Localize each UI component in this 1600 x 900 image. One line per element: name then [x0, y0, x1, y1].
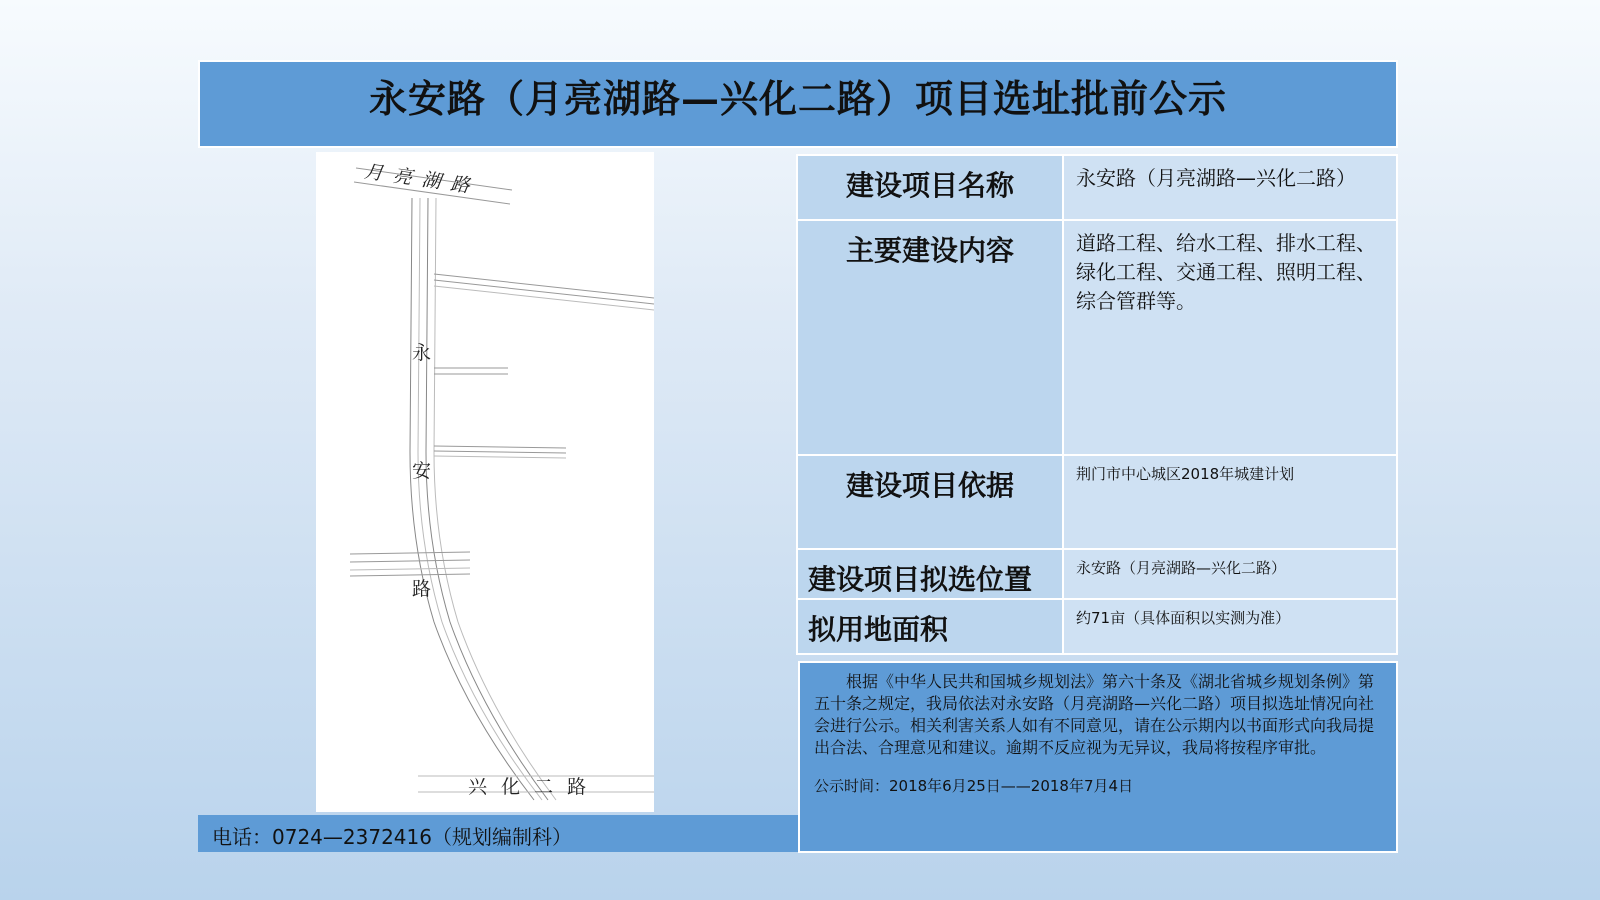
table-row [797, 455, 1397, 549]
table-row [797, 155, 1397, 220]
row-value: 荆门市中心城区2018年城建计划 [1063, 455, 1397, 549]
row-label: 建设项目依据 [797, 455, 1063, 549]
map-label-bottom-road: 兴 化 二 路 [468, 776, 591, 798]
row-label: 拟用地面积 [797, 599, 1063, 654]
row-value: 约71亩（具体面积以实测为准） [1063, 599, 1397, 654]
row-value: 永安路（月亮湖路—兴化二路） [1063, 155, 1397, 220]
map-label-road-char-2: 安 [412, 460, 432, 482]
table-row [797, 599, 1397, 654]
table-row [797, 549, 1397, 599]
row-value: 道路工程、给水工程、排水工程、绿化工程、交通工程、照明工程、综合管群等。 [1063, 220, 1397, 455]
notice-time: 公示时间：2018年6月25日——2018年7月4日 [814, 777, 1134, 795]
row-value: 永安路（月亮湖路—兴化二路） [1063, 549, 1397, 599]
map-label-road-char-3: 路 [412, 578, 432, 600]
road-map-drawing [316, 152, 654, 812]
notice-body: 根据《中华人民共和国城乡规划法》第六十条及《湖北省城乡规划条例》第五十条之规定，我局依法对永安路（月亮湖路—兴化二路）项目拟选址情况向社会进行公示。相关利害关系人如有不同意见，请在公示期内以书面形式向我局提出合法、合理意见和建议。逾期不反应视为无异议，我局将按程序审批。 [814, 672, 1375, 757]
notice-box [798, 661, 1398, 853]
road-map [316, 152, 654, 812]
phone-bar [198, 815, 798, 852]
map-label-road-char-1: 永 [412, 342, 432, 364]
row-label: 建设项目名称 [797, 155, 1063, 220]
row-label: 建设项目拟选位置 [797, 549, 1063, 599]
page-title: 永安路（月亮湖路—兴化二路）项目选址批前公示 [368, 76, 1227, 121]
map-label-top-road: 月 亮 湖 路 [362, 160, 473, 198]
title-banner [198, 60, 1398, 148]
table-row [797, 220, 1397, 455]
row-label: 主要建设内容 [797, 220, 1063, 455]
phone-number: 电话：0724—2372416（规划编制科） [212, 825, 572, 849]
project-info-table [796, 154, 1398, 655]
